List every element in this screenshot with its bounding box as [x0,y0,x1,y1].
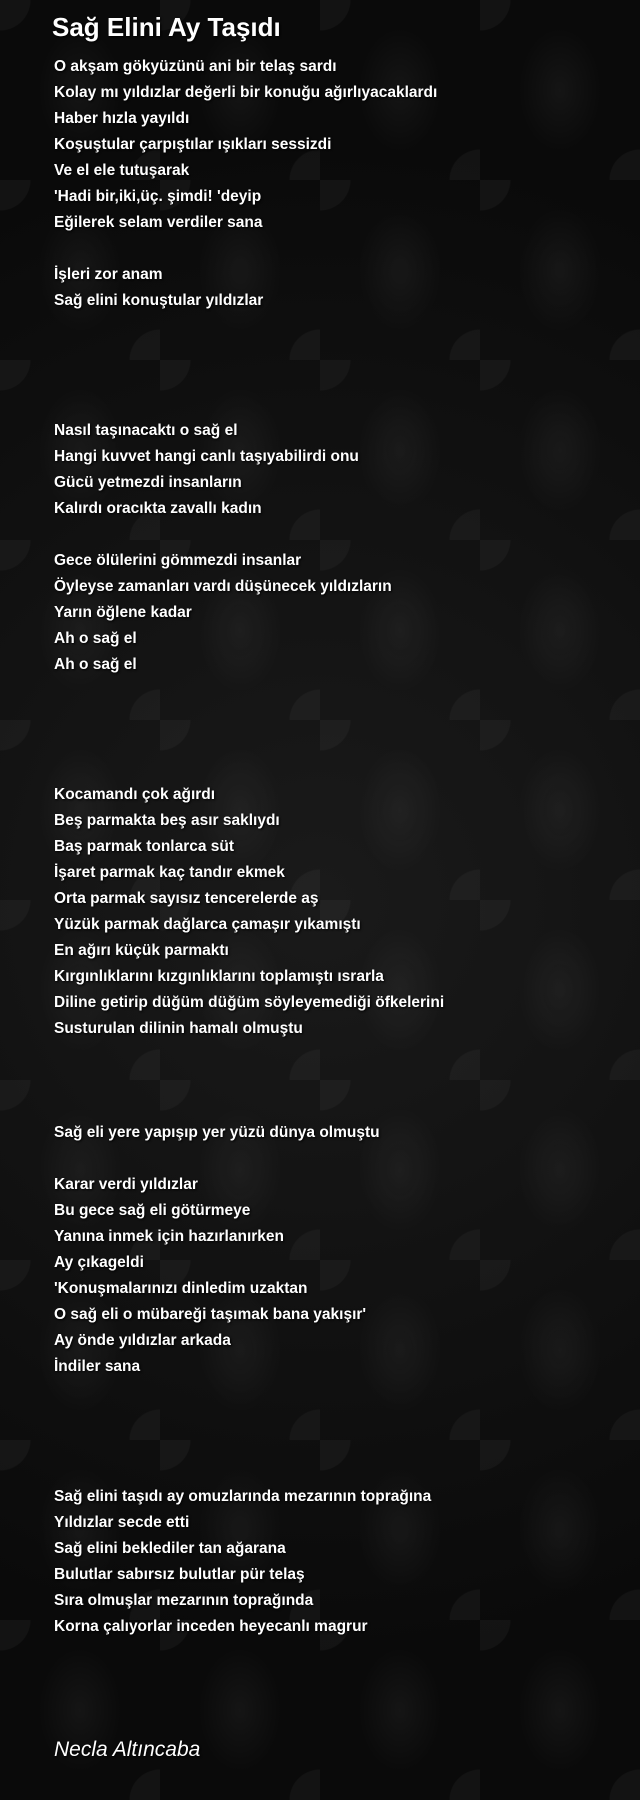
stanza-gap [54,678,614,704]
stanza-gap [54,1042,614,1068]
poem-line: Ve el ele tutuşarak [54,162,190,179]
poem-line: Diline getirip düğüm düğüm söyleyemediği öfkelerini [54,994,445,1011]
stanza-gap [54,730,614,756]
poem-line: Sıra olmuşlar mezarının toprağında [54,1592,314,1609]
stanza-gap [54,314,614,340]
poem-title: Sağ Elini Ay Taşıdı [52,12,281,42]
poem-body [54,54,614,1640]
poem-line: Sağ elini taşıdı ay omuzlarında mezarının toprağına [54,1488,432,1505]
poem-line: Bu gece sağ eli götürmeye [54,1202,251,1219]
poem-line: Ah o sağ el [54,656,137,673]
poem-author: Necla Altıncaba [54,1738,201,1761]
poem-line: Sağ elini beklediler tan ağarana [54,1540,286,1557]
poem-line: Kolay mı yıldızlar değerli bir konuğu ağırlıyacaklardı [54,84,438,101]
poem-line: Hangi kuvvet hangi canlı taşıyabilirdi onu [54,448,359,465]
stanza-gap [54,1146,614,1172]
poem-line: Bulutlar sabırsız bulutlar pür telaş [54,1566,305,1583]
stanza-gap [54,1432,614,1458]
poem-line: Kocamandı çok ağırdı [54,786,216,803]
poem-line: Kalırdı oracıkta zavallı kadın [54,500,262,517]
poem-line: Öyleyse zamanları vardı düşünecek yıldızların [54,578,392,595]
poem-line: Sağ eli yere yapışıp yer yüzü dünya olmuştu [54,1124,380,1141]
poem-line: 'Konuşmalarınızı dinledim uzaktan [54,1280,308,1297]
poem-line: Koşuştular çarpıştılar ışıkları sessizdi [54,136,332,153]
poem-line: Yıldızlar secde etti [54,1514,190,1531]
poem-line: Ay önde yıldızlar arkada [54,1332,231,1349]
poem-line: 'Hadi bir,iki,üç. şimdi! 'deyip [54,188,262,205]
poem-line: O sağ eli o mübareği taşımak bana yakışır' [54,1306,367,1323]
poem-line: İndiler sana [54,1358,141,1375]
poem-line: Karar verdi yıldızlar [54,1176,198,1193]
poem-line: Nasıl taşınacaktı o sağ el [54,422,238,439]
poem-line: İşleri zor anam [54,266,163,283]
poem-line: Ay çıkageldi [54,1254,144,1271]
poem-line: Gece ölülerini gömmezdi insanlar [54,552,302,569]
stanza-gap [54,340,614,366]
stanza-gap [54,236,614,262]
poem-line: Haber hızla yayıldı [54,110,190,127]
poem-line: Eğilerek selam verdiler sana [54,214,263,231]
stanza-gap [54,1406,614,1432]
poem-line: Orta parmak sayısız tencerelerde aş [54,890,319,907]
poem-line: Ah o sağ el [54,630,137,647]
poem-line: Yarın öğlene kadar [54,604,192,621]
poem-line: Korna çalıyorlar inceden heyecanlı magrur [54,1618,368,1635]
poem-line: Sağ elini konuştular yıldızlar [54,292,264,309]
poem-line: Beş parmakta beş asır saklıydı [54,812,280,829]
poem-line: Susturulan dilinin hamalı olmuştu [54,1020,303,1037]
stanza-gap [54,1068,614,1094]
poem-line: Kırgınlıklarını kızgınlıklarını toplamıştı ısrarla [54,968,384,985]
poem-line: İşaret parmak kaç tandır ekmek [54,864,285,881]
stanza-gap [54,704,614,730]
stanza-gap [54,366,614,392]
stanza-gap [54,1458,614,1484]
stanza-gap [54,1380,614,1406]
stanza-gap [54,1094,614,1120]
stanza-gap [54,392,614,418]
poem-line: Baş parmak tonlarca süt [54,838,235,855]
stanza-gap [54,522,614,548]
stanza-gap [54,756,614,782]
poem-line: Gücü yetmezdi insanların [54,474,242,491]
poem-line: En ağırı küçük parmaktı [54,942,229,959]
poem-line: Yüzük parmak dağlarca çamaşır yıkamıştı [54,916,361,933]
poem-line: Yanına inmek için hazırlanırken [54,1228,285,1245]
poem-line: O akşam gökyüzünü ani bir telaş sardı [54,58,337,75]
